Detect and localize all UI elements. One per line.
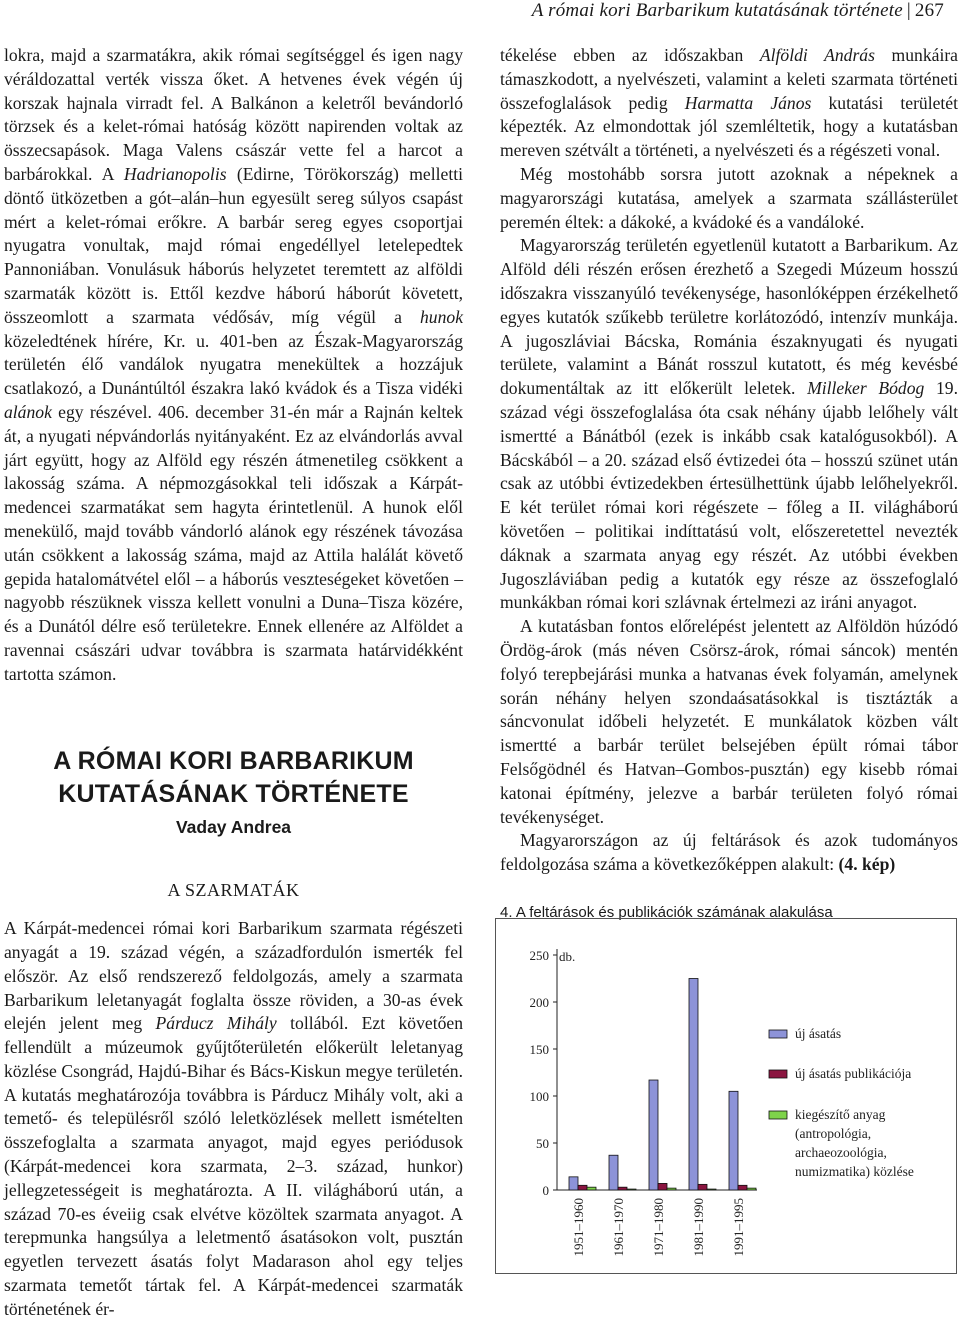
legend-label: új ásatás publikációja: [795, 1066, 912, 1081]
italic-text: Párducz Mihály: [155, 1013, 277, 1034]
legend-label: archaeozoológia,: [795, 1145, 887, 1160]
running-title: A római kori Barbarikum kutatásának története: [531, 0, 903, 21]
header-separator: |: [906, 0, 911, 21]
legend-label: új ásatás: [795, 1026, 842, 1041]
text-run: közeledtének hírére, Kr. u. 401-ben az Észak-Magyarország területén élő vandálok nyugatra menekültek a hozzájuk csatlakozó, a Dunántúltól északra lakó kvádok és a Tisza vidéki: [4, 330, 463, 399]
legend-swatch: [769, 1070, 787, 1078]
chart-frame: [496, 919, 957, 1274]
bar: [569, 1177, 578, 1190]
bar: [738, 1185, 747, 1190]
bar: [609, 1155, 618, 1190]
paragraph: [500, 234, 958, 615]
bar: [747, 1188, 756, 1190]
bar: [689, 979, 698, 1191]
article-title: [4, 745, 463, 811]
paragraph: [500, 615, 958, 829]
text-run: lokra, majd a szarmatákra, akik római segítséggel és igen nagy véráldozattal verték vissza őket. A hetvenes évek végén új korszak hajnala virradt fel. A Balkánon a keletről bevándorló törzsek és a kelet-római hatóság között napirenden voltak az összecsapások. Maga Valens császár vette fel a harcot a barbárokkal. A: [4, 45, 463, 184]
running-header: [532, 0, 944, 22]
bar: [627, 1189, 636, 1190]
bar: [707, 1189, 716, 1190]
article-title-line-1: A RÓMAI KORI BARBARIKUM: [53, 746, 414, 775]
text-run: 19. század végi összefoglalása óta csak néhány újabb lelőhely vált ismertté a Bánátból (ezek is inkább csak katalógusokból). A Bácskából – a 20. század első évtizedei óta – hosszú szünet után csak az utóbbi évtizedekben értesülhettünk újabb lelőhelyekről. E két terület római kori régészete – főleg a II. világháború követően – politikai indíttatású volt, előszeretettel nevezték dáknak a szarmata anyag egy részét. Az utóbbi években Jugoszláviában pedig a kutatók egy része az összefoglaló munkákban római kori szlávnak értelmezi az iráni anyagot.: [500, 378, 958, 613]
left-column: [4, 44, 463, 1322]
bar: [698, 1184, 707, 1190]
y-tick-label: 150: [529, 1042, 549, 1057]
figure-caption: 4. A feltárások és publikációk számának alakulása: [500, 903, 833, 921]
bar: [578, 1185, 587, 1190]
bar-chart: [495, 918, 957, 1274]
bar: [618, 1187, 627, 1190]
text-run: egy részével. 406. december 31-én már a Rajnán keltek át, a nyugati népvándorlás nyitányaként. Ez az elvándorlás avval járt együtt, hogy az Alföld egy részén átmenetileg csökkent a lakosság száma. A népmozgásokkal teli időszak a Kárpát-medencei szarmatákat sem hagyta érintetlenül. A hunok elől menekülő, majd tovább vándorló alánok egy részének távozása után csökkent a lakosság száma, majd az Attila halálát követő gepida hatalomátvétel elől – a háborús veszteségeket követően – nagyobb részüknek vissza kellett vonulni a Duna–Tisza közére, és a Dunától délre eső területekre. Ennek ellenére az Alföldet a ravennai császári udvar továbbra is szarmata határvidékként tartotta számon.: [4, 401, 463, 684]
bar: [667, 1188, 676, 1190]
italic-text: Harmatta János: [684, 92, 812, 113]
y-tick-label: 0: [542, 1183, 549, 1198]
x-tick-label: 1951–1960: [571, 1198, 586, 1257]
text-run: A kutatásban fontos előrelépést jelentett az Alföldön húzódó Ördög-árok (más néven Csörsz-árok, római sáncok) mentén folyó terepbejárási munka a hatvanas évek folyamán, amelynek során néhány helyen szondaásatásokkal is tisztázták a sáncvonulat időbeli helyzetét. E munkálatok közben vált ismertté a barbár terület belsejében épült római tábor Felsőgödnél és Hatvan–Gombos-pusztán) egy kisebb római katonai építmény, jelezve a barbár területen folyó római tevékenységet.: [500, 616, 958, 827]
legend-label: kiegészítő anyag: [795, 1107, 886, 1122]
italic-text: Milleker Bódog: [807, 378, 925, 399]
paragraph: [4, 44, 463, 687]
text-run: Magyarország területén egyetlenül kutatott a Barbarikum. Az Alföld déli részén erősen érezhető a Szegedi Múzeum hosszú időszakra visszanyúló tevékenysége, hasonlóképpen érzékelhető egyes kutatók szűkebb területre korlátozódó, intenzív munkája. A jugoszláviai Bácska, Románia északnyugati és nyugati területe, valamint a Bánát rosszul kutatott, és még kevésbé dokumentáltak az itt előkerült leletek.: [500, 235, 958, 399]
section-heading: A SZARMATÁK: [167, 880, 300, 901]
x-tick-label: 1971–1980: [651, 1198, 666, 1257]
y-tick-label: 200: [529, 995, 549, 1010]
x-tick-label: 1991–1995: [731, 1198, 746, 1257]
text-run: munkáira támaszkodott, a nyelvészeti, valamint a keleti szarmata történeti összefoglalások pedig: [500, 45, 958, 113]
legend-swatch: [769, 1111, 787, 1119]
legend-swatch: [769, 1030, 787, 1038]
italic-text: Alföldi András: [759, 45, 875, 65]
figure-reference: (4. kép): [838, 854, 896, 875]
paragraph: [500, 829, 958, 877]
y-tick-label: 100: [529, 1089, 549, 1104]
text-run: A Kárpát-medencei római kori Barbarikum szarmata régészeti anyagát a 19. század végén, a századfordulón ismerték fel először. Az első rendszerező feldolgozás, amely a szarmata Barbarikum leletanyagát foglalta össze röviden, a 30-as évek elején jelent meg: [4, 918, 463, 1034]
article-title-line-2: KUTATÁSÁNAK TÖRTÉNETE: [58, 779, 409, 808]
text-run: Magyarországon az új feltárások és azok tudományos feldolgozása száma a következőképpen alakult:: [500, 830, 958, 875]
text-run: (Edirne, Törökország) melletti döntő ütközetben a gót–alán–hun egyesült sereg súlyos csapást mért a kelet-római erőkre. A barbár sereg egyes csoportjai nyugatra vonultak, majd római engedéllyel letelepedtek Pannoniában. Vonulásuk háborús helyzetet teremtett az alföldi szarmaták között is. Ettől kezdve háború háborút követett, összeomlott a szarmata védősáv, míg végül a: [4, 163, 463, 327]
right-column: [500, 44, 958, 925]
text-run: Még mostohább sorsra jutott azoknak a népeknek a magyarországi kutatása, amelyek a szarmata szállásterület peremén éltek: a dákoké, a kvádoké és a vandáloké.: [500, 163, 958, 232]
legend-label: numizmatika) közlése: [795, 1164, 914, 1179]
x-tick-label: 1961–1970: [611, 1198, 626, 1257]
bar: [587, 1187, 596, 1190]
y-tick-label: 250: [529, 948, 549, 963]
x-tick-label: 1981–1990: [691, 1198, 706, 1257]
bar: [729, 1091, 738, 1190]
paragraph: [500, 44, 958, 163]
text-run: kutatási területét képezték. Az elmondottak jól szemléltetik, hogy a kutatásban mereven szétvált a történeti, a nyelvészeti és a régészeti vonal.: [500, 92, 959, 161]
italic-text: hunok: [420, 306, 463, 327]
italic-text: alánok: [4, 401, 52, 422]
y-unit-label: db.: [559, 949, 576, 964]
text-run: tollából. Ezt követően fellendült a múzeumok gyűjtőterületén előkerült leletanyag közlése Csongrád, Hajdú-Bihar és Bács-Kiskun megye területén. A kutatás meghatározója továbbra is Párducz Mihály volt, aki a temető- és településről szóló leletközlések mellett ismételten összefoglalta a szarmata anyagot, majd egyes periódusok (Kárpát-medencei kora szarmata, 2–3. század, hunkor) jellegzetességeit is meghatározta. A II. világháború után, a század 70-es éveiig csak elvétve közöltek szarmata anyagot. A terepmunka hangsúlya a leletmentő ásatásokon volt, pusztán egyetlen tervezett ásatás folyt Madarason ahol egy teljes szarmata temetőt tártak fel. A Kárpát-medencei szarmaták történetének ér-: [4, 1013, 463, 1319]
bar: [658, 1183, 667, 1190]
paragraph: [500, 163, 958, 234]
author-name: Vaday Andrea: [175, 816, 292, 837]
legend-label: (antropológia,: [795, 1126, 872, 1141]
paragraph: [4, 917, 463, 1322]
bar: [649, 1080, 658, 1190]
italic-text: Hadrianopolis: [123, 163, 227, 184]
page-number: 267: [914, 0, 944, 21]
text-run: tékelése ebben az időszakban: [500, 45, 760, 65]
y-tick-label: 50: [536, 1136, 549, 1151]
